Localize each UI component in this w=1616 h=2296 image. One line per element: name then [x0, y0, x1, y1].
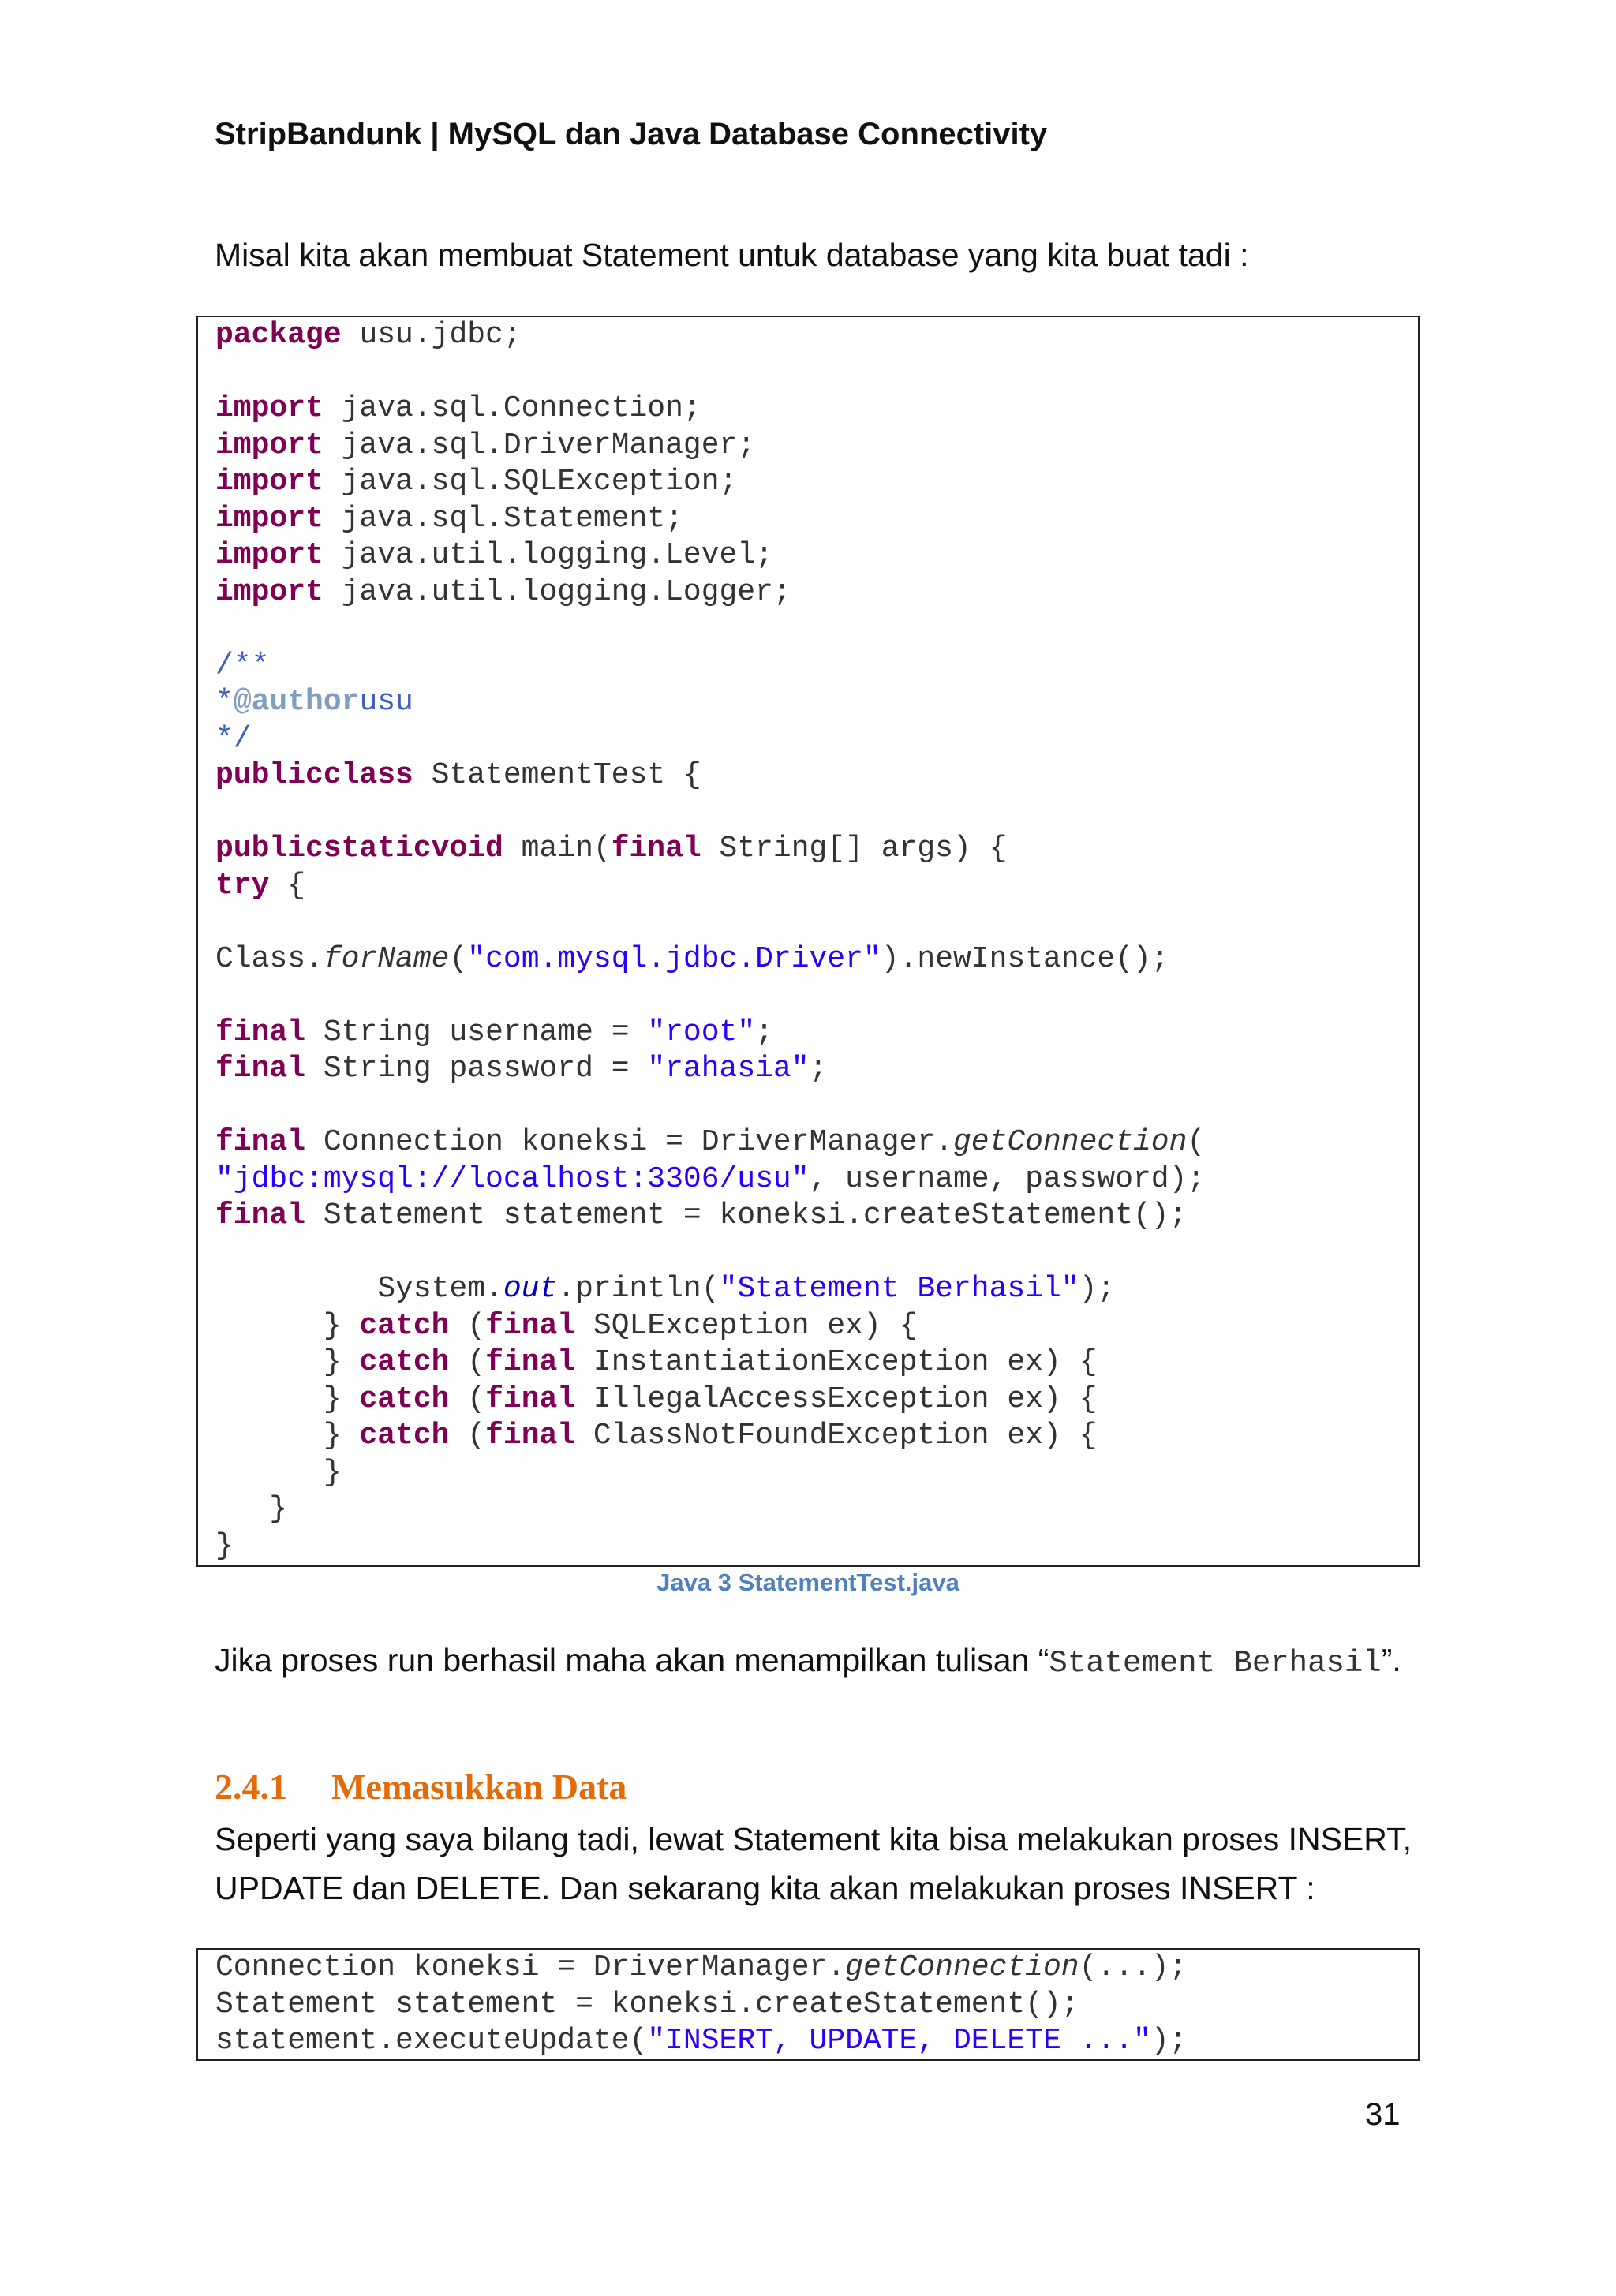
- code-keyword: package: [215, 318, 342, 352]
- code-keyword: publicstaticvoid: [215, 832, 503, 866]
- code-text-segment: }: [323, 1455, 342, 1490]
- code-text-segment: usu.jdbc;: [341, 318, 522, 352]
- insert-intro-paragraph: Seperti yang saya bilang tadi, lewat Statement kita bisa melakukan proses INSERT, UPDATE dan DELETE. Dan sekarang kita akan melakukan proses INSERT :: [215, 1821, 1412, 1906]
- intro-paragraph: Misal kita akan membuat Statement untuk database yang kita buat tadi :: [215, 237, 1249, 273]
- code-text-segment: }: [269, 1492, 288, 1526]
- code-text-segment: .println(: [557, 1272, 720, 1306]
- code-comment: *: [215, 685, 234, 719]
- code-field-italic: out: [503, 1272, 558, 1306]
- code-caption: Java 3 StatementTest.java: [656, 1569, 960, 1596]
- code-comment: usu: [359, 685, 413, 719]
- code-text-segment: Connection koneksi = DriverManager.: [305, 1125, 953, 1159]
- code-text-segment: }: [323, 1308, 342, 1343]
- section-heading: [215, 1766, 627, 1808]
- code-text-segment: {: [269, 868, 306, 903]
- code-text-segment: java.util.logging.Logger;: [323, 574, 791, 609]
- code-string: "rahasia": [647, 1052, 810, 1086]
- page-number: 31: [1365, 2097, 1401, 2132]
- code-text-segment: (: [449, 1419, 486, 1453]
- code-keyword: import: [215, 501, 324, 536]
- code-comment: */: [215, 721, 252, 756]
- code-keyword: import: [215, 391, 324, 425]
- code-text-segment: main(: [503, 832, 612, 866]
- result-paragraph: [215, 1635, 1401, 1688]
- code-text-segment: Connection koneksi = DriverManager.: [215, 1950, 846, 1984]
- result-inline-code: Statement Berhasil: [1049, 1646, 1382, 1681]
- code-text: [215, 317, 1205, 1565]
- code-javadoc-tag: @author: [233, 685, 360, 719]
- code-keyword: final: [485, 1345, 576, 1379]
- code-text-segment: StatementTest {: [413, 758, 701, 792]
- code-keyword: final: [215, 1198, 306, 1232]
- code-method-italic: forName: [323, 941, 450, 976]
- code-text-segment: }: [215, 1528, 234, 1563]
- code-text-segment: java.sql.SQLException;: [323, 465, 738, 499]
- result-text-end: ”.: [1381, 1642, 1401, 1678]
- code-text-segment: (: [449, 1382, 486, 1416]
- code-text-segment: (: [449, 1308, 486, 1343]
- code-text-segment: String password =: [305, 1052, 648, 1086]
- code-text-segment: , username, password);: [809, 1161, 1206, 1196]
- code-keyword: final: [215, 1052, 306, 1086]
- code-keyword: catch: [359, 1419, 450, 1453]
- code-listing-statement-test: [196, 316, 1420, 1567]
- code-text-segment: ;: [755, 1015, 773, 1049]
- result-text-start: Jika proses run berhasil maha akan menampilkan tulisan “: [215, 1642, 1049, 1678]
- section-title: Memasukkan Data: [331, 1767, 627, 1807]
- code-text-segment: Statement statement = koneksi.createStatement();: [215, 1987, 1079, 2021]
- code-comment: /**: [215, 648, 270, 682]
- code-text-segment: java.sql.Connection;: [323, 391, 701, 425]
- code-method-italic: getConnection: [952, 1125, 1188, 1159]
- code-text-segment: );: [1150, 2024, 1188, 2058]
- section-number: 2.4.1: [215, 1767, 287, 1807]
- code-text-segment: java.sql.DriverManager;: [323, 428, 756, 462]
- code-keyword: publicclass: [215, 758, 413, 792]
- code-keyword: final: [485, 1308, 576, 1343]
- code-keyword: final: [485, 1419, 576, 1453]
- code-text: [215, 1950, 1187, 2060]
- code-listing-insert: [196, 1948, 1420, 2061]
- code-text-segment: (...);: [1079, 1950, 1188, 1984]
- code-text-segment: Statement statement = koneksi.createStatement();: [305, 1198, 1188, 1232]
- code-text-segment: ;: [809, 1052, 828, 1086]
- code-keyword: final: [485, 1382, 576, 1416]
- code-keyword: final: [611, 832, 701, 866]
- code-method-italic: getConnection: [845, 1950, 1079, 1984]
- code-string: "jdbc:mysql://localhost:3306/usu": [215, 1161, 810, 1196]
- code-keyword: catch: [359, 1345, 450, 1379]
- code-text-segment: Class.: [215, 941, 324, 976]
- code-string: "INSERT, UPDATE, DELETE ...": [647, 2024, 1151, 2058]
- code-keyword: import: [215, 538, 324, 572]
- code-keyword: import: [215, 428, 324, 462]
- code-text-segment: (: [449, 941, 468, 976]
- code-text-segment: InstantiationException ex) {: [575, 1345, 1098, 1379]
- code-string: "root": [647, 1015, 756, 1049]
- code-string: "Statement Berhasil": [719, 1272, 1079, 1306]
- page-header: StripBandunk | MySQL dan Java Database Connectivity: [215, 117, 1048, 151]
- code-text-segment: }: [323, 1419, 342, 1453]
- code-text-segment: java.sql.Statement;: [323, 501, 683, 536]
- code-text-segment: ClassNotFoundException ex) {: [575, 1419, 1098, 1453]
- code-keyword: final: [215, 1125, 306, 1159]
- code-keyword: import: [215, 574, 324, 609]
- code-text-segment: (: [1187, 1125, 1206, 1159]
- code-keyword: try: [215, 868, 270, 903]
- code-text-segment: String username =: [305, 1015, 648, 1049]
- code-text-segment: SQLException ex) {: [575, 1308, 918, 1343]
- code-keyword: import: [215, 465, 324, 499]
- code-text-segment: ).newInstance();: [881, 941, 1169, 976]
- code-keyword: final: [215, 1015, 306, 1049]
- code-keyword: catch: [359, 1382, 450, 1416]
- code-string: "com.mysql.jdbc.Driver": [467, 941, 881, 976]
- code-text-segment: (: [449, 1345, 486, 1379]
- code-text-segment: java.util.logging.Level;: [323, 538, 773, 572]
- code-keyword: catch: [359, 1308, 450, 1343]
- code-text-segment: statement.executeUpdate(: [215, 2024, 648, 2058]
- code-text-segment: System.: [377, 1272, 503, 1306]
- code-text-segment: );: [1079, 1272, 1116, 1306]
- code-text-segment: }: [323, 1382, 342, 1416]
- code-text-segment: String[] args) {: [701, 832, 1008, 866]
- code-text-segment: }: [323, 1345, 342, 1379]
- code-text-segment: IllegalAccessException ex) {: [575, 1382, 1098, 1416]
